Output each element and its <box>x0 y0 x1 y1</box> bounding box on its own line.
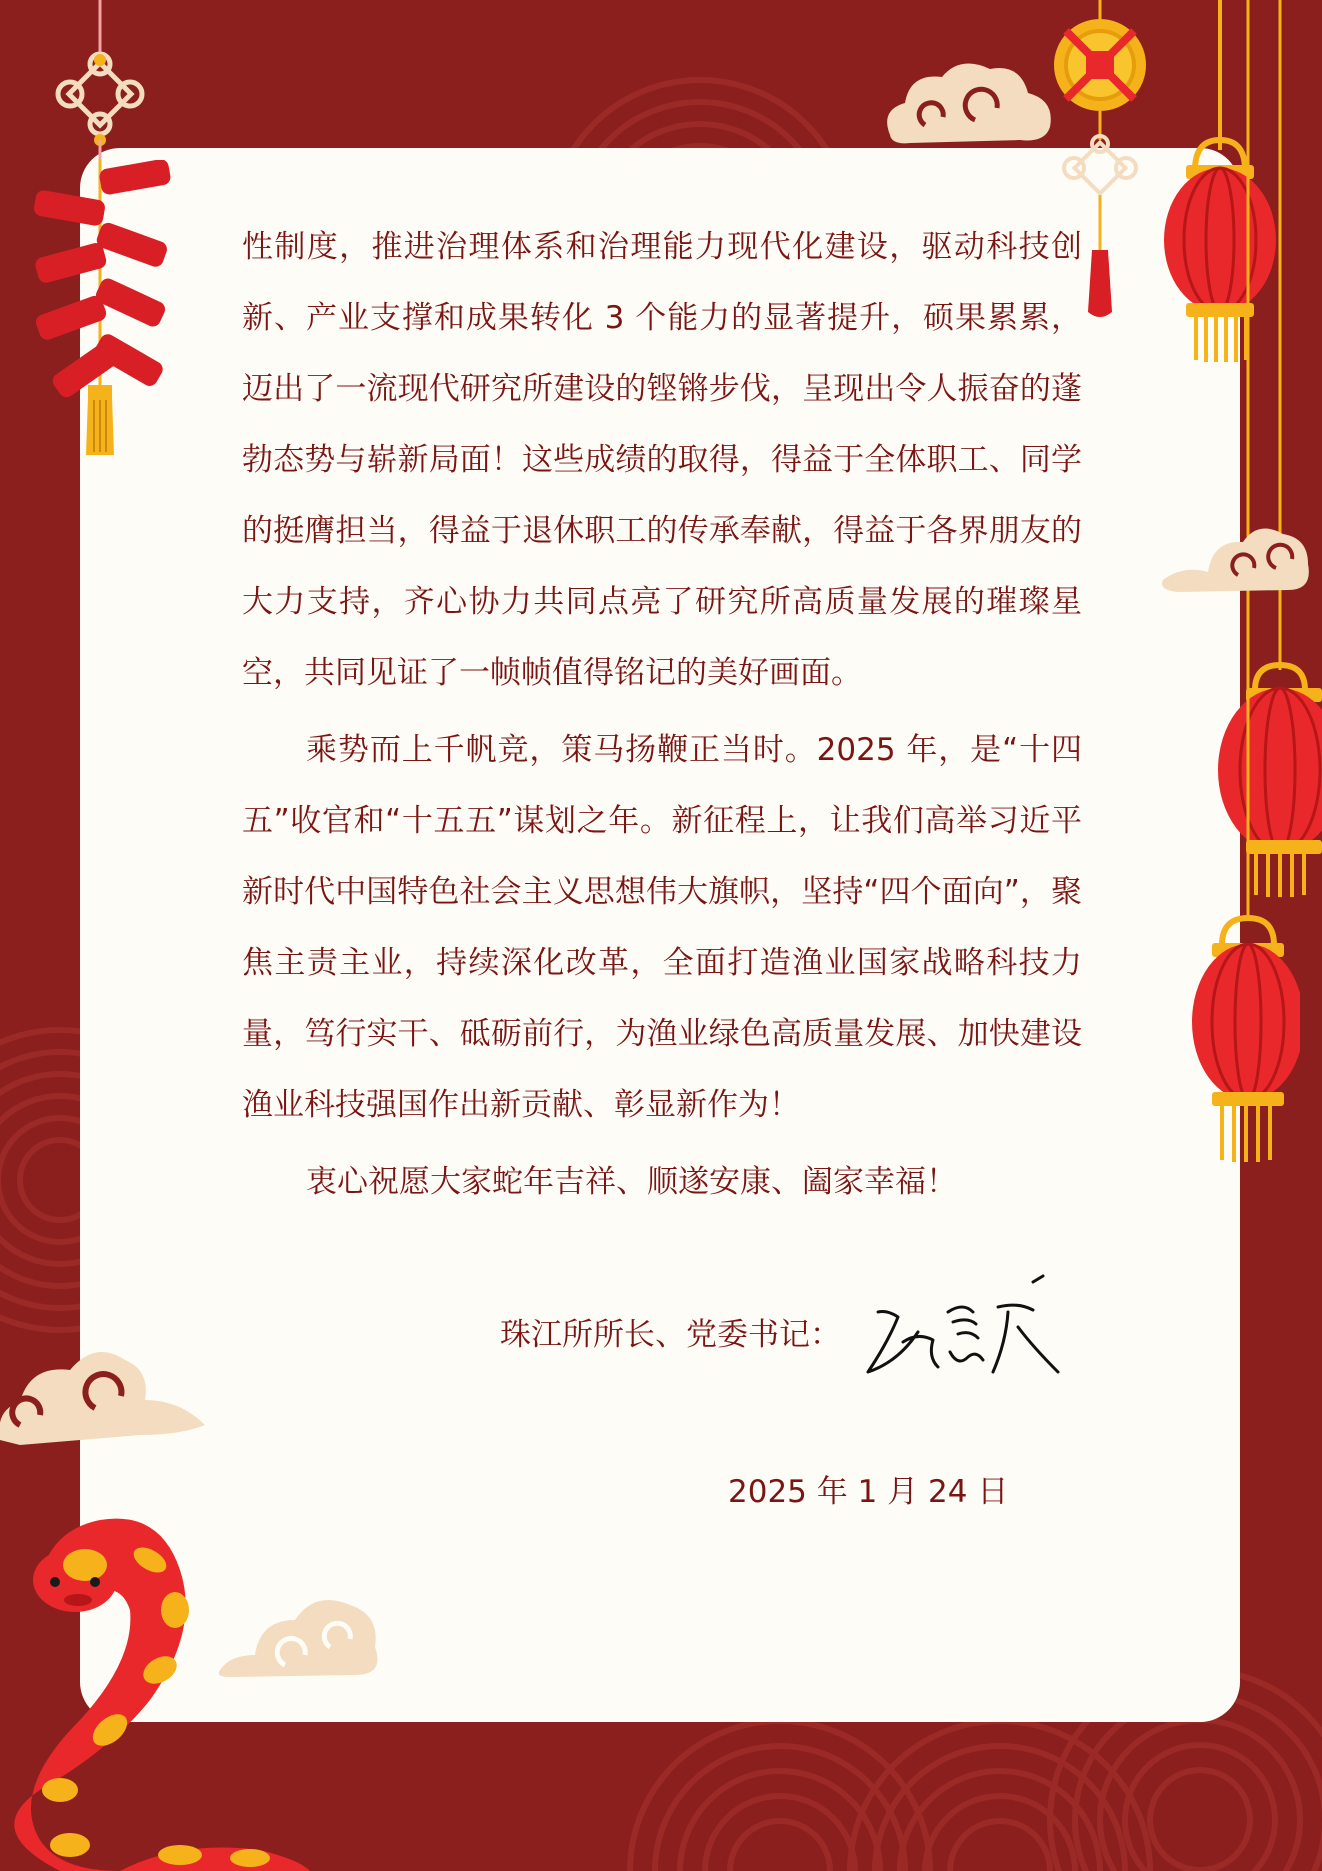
cloud-icon <box>0 1340 210 1460</box>
paragraph-2: 乘势而上千帆竞，策马扬鞭正当时。2025 年，是“十四五”收官和“十五五”谋划之年。新征程上，让我们高举习近平新时代中国特色社会主义思想伟大旗帜，坚持“四个面向”，聚焦主责主业，持续深化改革，全面打造渔业国家战略科技力量，笃行实干、砥砺前行，为渔业绿色高质量发展、加快建设渔业科技强国作出新贡献、彰显新作为！ <box>242 732 1082 1123</box>
letter-date: 2025 年 1 月 24 日 <box>728 1474 1009 1510</box>
paragraph-1: 性制度，推进治理体系和治理能力现代化建设，驱动科技创新、产业支撑和成果转化 3 个能力的显著提升，硕果累累，迈出了一流现代研究所建设的铿锵步伐，呈现出令人振奋的蓬勃态势与崭新局面！这些成绩的取得，得益于全体职工、同学的挺膺担当，得益于退休职工的传承奉献，得益于各界朋友的大力支持，齐心协力共同点亮了研究所高质量发展的璀璨星空，共同见证了一帧帧值得铭记的美好画面。 <box>242 229 1082 691</box>
chinese-knot-icon <box>30 0 180 170</box>
cloud-icon <box>1158 520 1318 600</box>
cloud-icon <box>880 55 1060 150</box>
letter-body <box>242 212 1082 1218</box>
snake-icon <box>0 1500 320 1871</box>
firecracker-icon <box>30 160 180 460</box>
signer-title: 珠江所所长、党委书记： <box>500 1317 841 1353</box>
paragraph-3: 衷心祝愿大家蛇年吉祥、顺遂安康、阖家幸福！ <box>306 1164 957 1200</box>
signature-icon <box>858 1272 1064 1390</box>
